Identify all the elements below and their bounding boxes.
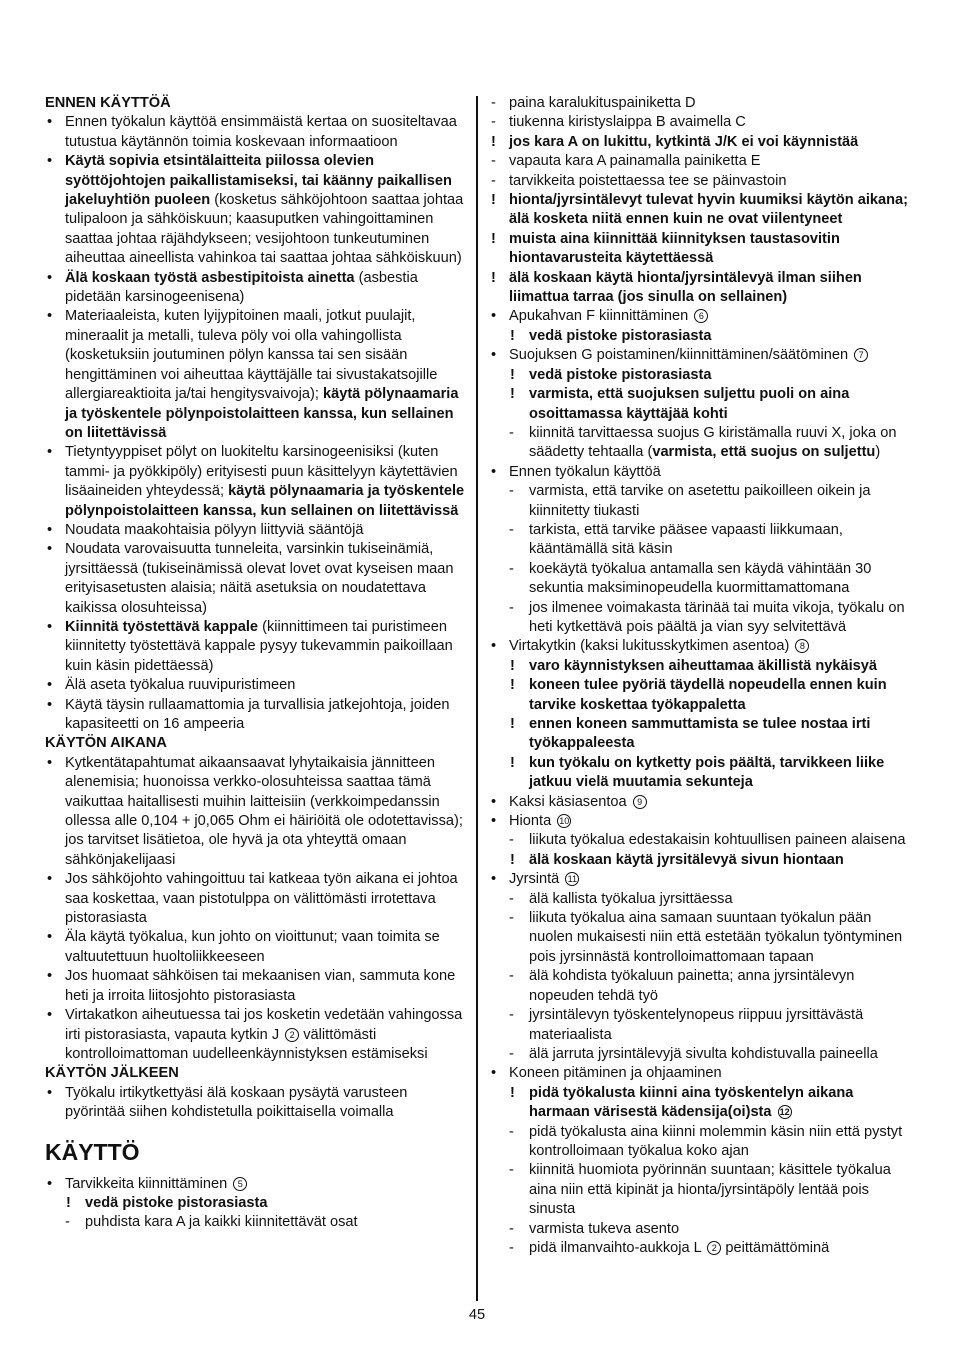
- bullet-item: [489, 307, 914, 326]
- item-text: Työkalu irtikytkettyäsi älä koskaan pysäytä varusteen pyörintää siihen kohdistetulla poikittaisella voimalla: [65, 1084, 408, 1121]
- item-text: varmista, että tarvike on asetettu paikoilleen oikein ja kiinnitetty tiukasti: [529, 483, 871, 519]
- item-text: Kiinnitä työstettävä kappale: [65, 618, 259, 635]
- warning-item: [489, 754, 914, 793]
- dash-item: [489, 890, 914, 909]
- item-text: (kosketus sähköjohtoon saattaa johtaa tulipaloon ja sähköiskuun; kaasuputken vahingoittaminen saattaa johtaa räjähdykseen; vesijohtoon tunkeutuminen aiheuttaa aineellista vahinkoa tai saattaa johtaa sähköiskuun): [65, 192, 464, 267]
- bullet-item: [489, 1064, 914, 1083]
- section-heading: KÄYTÖN JÄLKEEN: [45, 1065, 179, 1082]
- item-text: Älä koskaan työstä asbestipitoista ainetta: [65, 269, 355, 286]
- item-text: Suojuksen G poistaminen/kiinnittäminen/säätöminen: [509, 347, 853, 364]
- dash-item: [489, 482, 914, 521]
- right-column: [489, 94, 914, 1258]
- bullet-item: [45, 928, 467, 967]
- bullet-item: [45, 443, 467, 521]
- dash-item: [489, 172, 914, 191]
- item-text: jos ilmenee voimakasta tärinää tai muita vikoja, työkalu on heti kytkettävä pois päältä ja vian syy selvitettävä: [529, 599, 905, 635]
- left-column: [45, 94, 467, 1233]
- figure-reference-number: 10: [559, 816, 570, 827]
- item-text: Ennen työkalun käyttöä: [509, 463, 661, 480]
- item-text: Materiaaleista, kuten lyijypitoinen maali, jotkut puulajit, mineraalit ja metalli, tuleva pöly voi olla vahingollista (kosketuksiin joutuminen pölyn kanssa tai sen sisään hengittäminen voi aiheuttaa käyttäjälle tai sivustakatsojille allergiareaktioita ja/tai hengitysvaivoja);: [65, 308, 438, 403]
- dash-item: [489, 424, 914, 463]
- item-text: Hionta: [509, 813, 556, 830]
- item-text: Koneen pitäminen ja ohjaaminen: [509, 1065, 722, 1082]
- item-text: (kiinnittimeen tai puristimeen kiinnitetty työstettävä kappale pysyy tukevammin paikoillaan kuin käsin pidettäessä): [65, 618, 453, 674]
- figure-reference-number: 5: [233, 1177, 247, 1191]
- bullet-item: [489, 346, 914, 365]
- item-text: paina karalukituspainiketta D: [509, 95, 696, 111]
- item-text: hionta/jyrsintälevyt tulevat hyvin kuumiksi käytön aikana; älä kosketa niitä ennen kuin ne ovat viilentyneet: [509, 192, 909, 228]
- item-text: ennen koneen sammuttamista se tulee nostaa irti työkappaleesta: [529, 716, 871, 752]
- item-text: Älä aseta työkalua ruuvipuristimeen: [65, 677, 296, 694]
- item-text: Virtakytkin (kaksi lukitusskytkimen asentoa): [509, 638, 794, 655]
- item-text: Apukahvan F kiinnittäminen: [509, 308, 693, 325]
- bullet-item: [45, 1084, 467, 1123]
- item-text: tarvikkeita poistettaessa tee se päinvastoin: [509, 172, 787, 189]
- bullet-item: [489, 463, 914, 482]
- warning-item: [45, 1194, 467, 1213]
- item-text: Ennen työkalun käyttöä ensimmäistä kertaa on suositeltavaa tutustua käytännön toimia koskevaan informaatioon: [65, 114, 457, 150]
- bullet-item: [45, 521, 467, 540]
- bullet-item: [45, 870, 467, 928]
- item-text: jyrsintälevyn työskentelynopeus riippuu jyrsittävästä materiaalista: [529, 1007, 864, 1043]
- bullet-item: [45, 618, 467, 676]
- bullet-item: [45, 754, 467, 870]
- bullet-item: [45, 967, 467, 1006]
- dash-item: [489, 113, 914, 132]
- item-text: tarkista, että tarvike pääsee vapaasti liikkumaan, kääntämällä sitä käsin: [529, 521, 843, 558]
- column-divider: [476, 96, 478, 1301]
- warning-item: [489, 715, 914, 754]
- item-text: välittömästi kontrolloimattoman uudelleenkäynnistyksen estämiseksi: [65, 1026, 428, 1062]
- dash-item: [489, 152, 914, 171]
- figure-reference-number: 9: [633, 795, 647, 809]
- bullet-item: [489, 637, 914, 656]
- item-text: jos kara A on lukittu, kytkintä J/K ei voi käynnistää: [509, 133, 859, 150]
- item-text: Käytä sopivia etsintälaitteita piilossa olevien syöttöjohtojen paikallistamiseksi, tai käänny paikallisen jakeluyhtiön puoleen: [65, 153, 452, 209]
- item-text: Tarvikkeita kiinnittäminen: [65, 1175, 232, 1192]
- item-text: Tietyntyyppiset pölyt on luokiteltu karsinogeenisiksi (kuten tammi- ja pyökkipöly) erityisesti puun käsittelyyn käytettävien lisäaineiden yhteydessä;: [65, 444, 458, 500]
- item-text: Äla käytä työkalua, kun johto on vioittunut; vaan toimita se valtuutettuun huoltoliikkeeseen: [65, 929, 440, 965]
- bullet-item: [489, 870, 914, 889]
- figure-reference-number: 11: [565, 872, 579, 886]
- section-title: KÄYTTÖ: [45, 1138, 140, 1165]
- dash-item: [489, 599, 914, 638]
- warning-item: [489, 657, 914, 676]
- warning-item: [489, 1084, 914, 1123]
- item-text: Noudata varovaisuutta tunneleita, varsinkin tukiseinämiä, jyrsittäessä (tukiseinämissä olevat lovet ovat kyseisen maan erityisasetusten alaisia; näitä asetuksia on noudatettava kaikissa olosuhteissa): [65, 541, 454, 616]
- section-heading: ENNEN KÄYTTÖÄ: [45, 95, 171, 111]
- warning-item: [489, 133, 914, 152]
- item-text: vedä pistoke pistorasiasta: [529, 327, 712, 344]
- item-text: älä kallista työkalua jyrsittäessa: [529, 890, 733, 907]
- bullet-item: [45, 696, 467, 735]
- dash-item: [489, 1045, 914, 1064]
- item-text: käytä pölynaamaria ja työskentele pölynpoistolaitteen kanssa, kun sellainen on liitettävissä: [65, 483, 465, 519]
- item-text: pidä ilmanvaihto-aukkoja L: [529, 1239, 706, 1256]
- item-text: varo käynnistyksen aiheuttamaa äkillistä nykäisyä: [529, 657, 878, 674]
- item-text: Kytkentätapahtumat aikaansaavat lyhytaikaisia jännitteen alenemisia; huonoissa verkko-olosuhteissa saattaa tämä vaikuttaa haitallisesti muihin laitteisiin (verkkoimpedanssin ollessa alle 0,104 + j0,065 Ohm ei häiriöitä ole odotettavissa); jos tarvitset lisätietoa, ole hyvä ja ota yhteyttä omaan sähkönjakelijaasi: [65, 754, 463, 868]
- item-text: käytä pölynaamaria ja työskentele pölynpoistolaitteen kanssa, kun sellainen on liitettävissä: [65, 386, 459, 441]
- warning-item: [489, 366, 914, 385]
- warning-item: [489, 385, 914, 424]
- warning-item: [489, 851, 914, 870]
- dash-item: [489, 1123, 914, 1162]
- dash-item: [489, 967, 914, 1006]
- warning-item: [489, 676, 914, 715]
- warning-item: [489, 269, 914, 308]
- item-text: älä jarruta jyrsintälevyjä sivulta kohdistuvalla paineella: [529, 1045, 878, 1062]
- item-text: Käytä täysin rullaamattomia ja turvallisia jatkejohtoja, joiden kapasiteetti on 16 ampeeria: [65, 696, 450, 732]
- item-text: kun työkalu on kytketty pois päältä, tarvikkeen liike jatkuu vielä muutamia sekunteja: [529, 754, 885, 791]
- dash-item: [489, 1239, 914, 1258]
- item-text: Jos huomaat sähköisen tai mekaanisen vian, sammuta kone heti ja irroita liitosjohto pistorasiasta: [65, 968, 456, 1004]
- item-text: älä koskaan käytä hionta/jyrsintälevyä ilman siihen liimattua tarraa (jos sinulla on sellainen): [509, 269, 862, 306]
- bullet-item: [45, 540, 467, 618]
- item-text: älä koskaan käytä jyrsitälevyä sivun hiontaan: [529, 851, 844, 868]
- item-text: Jyrsintä: [509, 871, 564, 888]
- item-text: pidä työkalusta aina kiinni molemmin käsin niin että pystyt kontrolloimaan työkalua koko ajan: [529, 1123, 903, 1159]
- dash-item: [489, 521, 914, 560]
- dash-item: [489, 94, 914, 113]
- bullet-item: [45, 1006, 467, 1064]
- dash-item: [45, 1213, 467, 1232]
- bullet-item: [45, 152, 467, 268]
- item-text: varmista, että suojuksen suljettu puoli on aina osoittamassa käyttäjää kohti: [529, 386, 850, 422]
- bullet-item: [45, 1175, 467, 1194]
- dash-item: [489, 560, 914, 599]
- item-text: vapauta kara A painamalla painiketta E: [509, 153, 761, 170]
- item-text: liikuta työkalua edestakaisin kohtuullisen paineen alaisena: [529, 832, 906, 849]
- item-text: Virtakatkon aiheutuessa tai jos kosketin vedetään vahingossa irti pistorasiasta, vapauta kytkin J: [65, 1007, 463, 1043]
- item-text: liikuta työkalua aina samaan suuntaan työkalun pään nuolen mukaisesti niin että estetään työkalun työntyminen pois jyrsinnästä kontrolloimattomaan tapaan: [529, 910, 903, 965]
- item-text: varmista, että suojus on suljettu: [652, 444, 876, 461]
- warning-item: [489, 327, 914, 346]
- section-heading: KÄYTÖN AIKANA: [45, 735, 167, 752]
- item-text: vedä pistoke pistorasiasta: [85, 1194, 268, 1211]
- dash-item: [489, 1161, 914, 1219]
- page-number: 45: [468, 1307, 486, 1323]
- figure-reference-number: 12: [779, 1107, 790, 1118]
- item-text: Kaksi käsiasentoa: [509, 793, 631, 810]
- bullet-item: [45, 113, 467, 152]
- item-text: älä kohdista työkaluun painetta; anna jyrsintälevyn nopeuden tehdä työ: [529, 968, 855, 1004]
- item-text: tiukenna kiristyslaippa B avaimella C: [509, 114, 746, 131]
- bullet-item: [45, 269, 467, 308]
- dash-item: [489, 1220, 914, 1239]
- bullet-item: [45, 676, 467, 695]
- item-text: Noudata maakohtaisia pölyyn liittyviä sääntöjä: [65, 521, 364, 538]
- item-text: pidä työkalusta kiinni aina työskentelyn aikana harmaan värisestä kädensija(oi)sta: [529, 1084, 854, 1121]
- dash-item: [489, 909, 914, 967]
- figure-reference-number: 2: [285, 1028, 299, 1042]
- item-text: puhdista kara A ja kaikki kiinnitettävät osat: [85, 1214, 358, 1231]
- item-text: varmista tukeva asento: [529, 1220, 680, 1237]
- item-text: Jos sähköjohto vahingoittuu tai katkeaa työn aikana ei johtoa saa koskettaa, vaan pistotulppa on välittömästi irrotettava pistorasiasta: [65, 871, 458, 927]
- item-text: kiinnitä huomiota pyörinnän suuntaan; käsittele työkalua aina niin että kipinät ja hionta/jyrsintäpöly lentää pois sinusta: [529, 1162, 891, 1218]
- item-text: ): [875, 444, 881, 461]
- item-text: (asbestia pidetään karsinogeenisena): [65, 269, 418, 306]
- bullet-item: [489, 793, 914, 812]
- dash-item: [489, 1006, 914, 1045]
- warning-item: [489, 191, 914, 230]
- item-text: koneen tulee pyöriä täydellä nopeudella ennen kuin tarvike koskettaa työkappaletta: [529, 677, 887, 713]
- item-text: vedä pistoke pistorasiasta: [529, 366, 712, 383]
- dash-item: [489, 831, 914, 850]
- figure-reference-number: 6: [694, 309, 708, 323]
- figure-reference-number: 7: [854, 348, 868, 362]
- warning-item: [489, 230, 914, 269]
- item-text: koekäytä työkalua antamalla sen käydä vähintään 30 sekuntia maksiminopeudella kuormittamattomana: [529, 560, 872, 597]
- item-text: kiinnitä tarvittaessa suojus G kiristämalla ruuvi X, joka on säädetty tehtaalla (: [529, 424, 897, 461]
- item-text: peittämättöminä: [721, 1239, 830, 1256]
- bullet-item: [489, 812, 914, 831]
- figure-reference-number: 2: [707, 1241, 721, 1255]
- bullet-item: [45, 307, 467, 443]
- item-text: muista aina kiinnittää kiinnityksen taustasovitin hiontavarusteita käytettäessä: [509, 230, 840, 267]
- figure-reference-number: 8: [795, 639, 809, 653]
